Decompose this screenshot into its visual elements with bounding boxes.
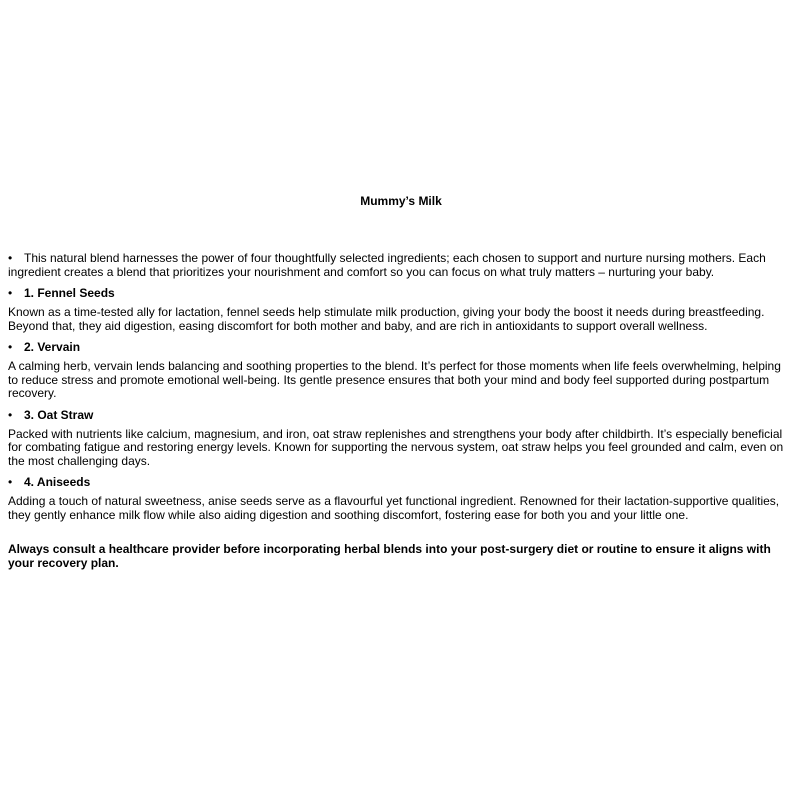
disclaimer-text: Always consult a healthcare provider before incorporating herbal blends into your post-surgery diet or routine to ensure it aligns with your recovery plan.: [8, 542, 771, 570]
section-heading-oat-straw: [8, 408, 794, 422]
section-body-oat-straw: Packed with nutrients like calcium, magnesium, and iron, oat straw replenishes and strengthens your body after childbirth. It’s especially beneficial for combating fatigue and restoring energy levels. Known for supporting the nervous system, oat straw helps you feel grounded and calm, even on the most challenging days.: [8, 426, 784, 468]
bullet-marker: •: [8, 407, 13, 422]
section-body-vervain: A calming herb, vervain lends balancing and soothing properties to the blend. It’s perfect for those moments when life feels overwhelming, helping to reduce stress and promote emotional well-being. Its gentle presence ensures that both your mind and body feel supported during postpartum recovery.: [8, 359, 781, 400]
document-title: Mummy’s Milk: [360, 194, 442, 208]
bullet-marker: •: [8, 340, 13, 354]
section-heading-text: 1. Fennel Seeds: [24, 286, 115, 300]
bullet-marker: •: [8, 251, 13, 265]
section-heading-vervain: [8, 340, 794, 354]
section-heading-text: 2. Vervain: [24, 340, 81, 354]
section-body-aniseeds: Adding a touch of natural sweetness, anise seeds serve as a flavourful yet functional ingredient. Renowned for their lactation-supportive qualities, they gently enhance milk flow while also aiding digestion and soothing discomfort, fostering ease for both you and your little one.: [8, 494, 780, 522]
intro-paragraph: [8, 252, 794, 279]
section-heading-fennel-seeds: [8, 286, 794, 300]
section-heading-aniseeds: [8, 475, 794, 489]
bullet-marker: •: [8, 475, 13, 489]
section-heading-text: 3. Oat Straw: [24, 407, 94, 422]
section-body-fennel-seeds: Known as a time-tested ally for lactation, fennel seeds help stimulate milk production, giving your body the boost it needs during breastfeeding. Beyond that, they aid digestion, easing discomfort for both mother and baby, and are rich in antioxidants to support overall wellness.: [8, 305, 765, 333]
bullet-marker: •: [8, 286, 13, 300]
section-heading-text: 4. Aniseeds: [24, 475, 91, 489]
document-content: [8, 252, 794, 570]
intro-text: This natural blend harnesses the power of four thoughtfully selected ingredients; each chosen to support and nurture nursing mothers. Each ingredient creates a blend that prioritizes your nourishment and comfort so you can focus on what truly matters – nurturing your baby.: [8, 251, 766, 279]
